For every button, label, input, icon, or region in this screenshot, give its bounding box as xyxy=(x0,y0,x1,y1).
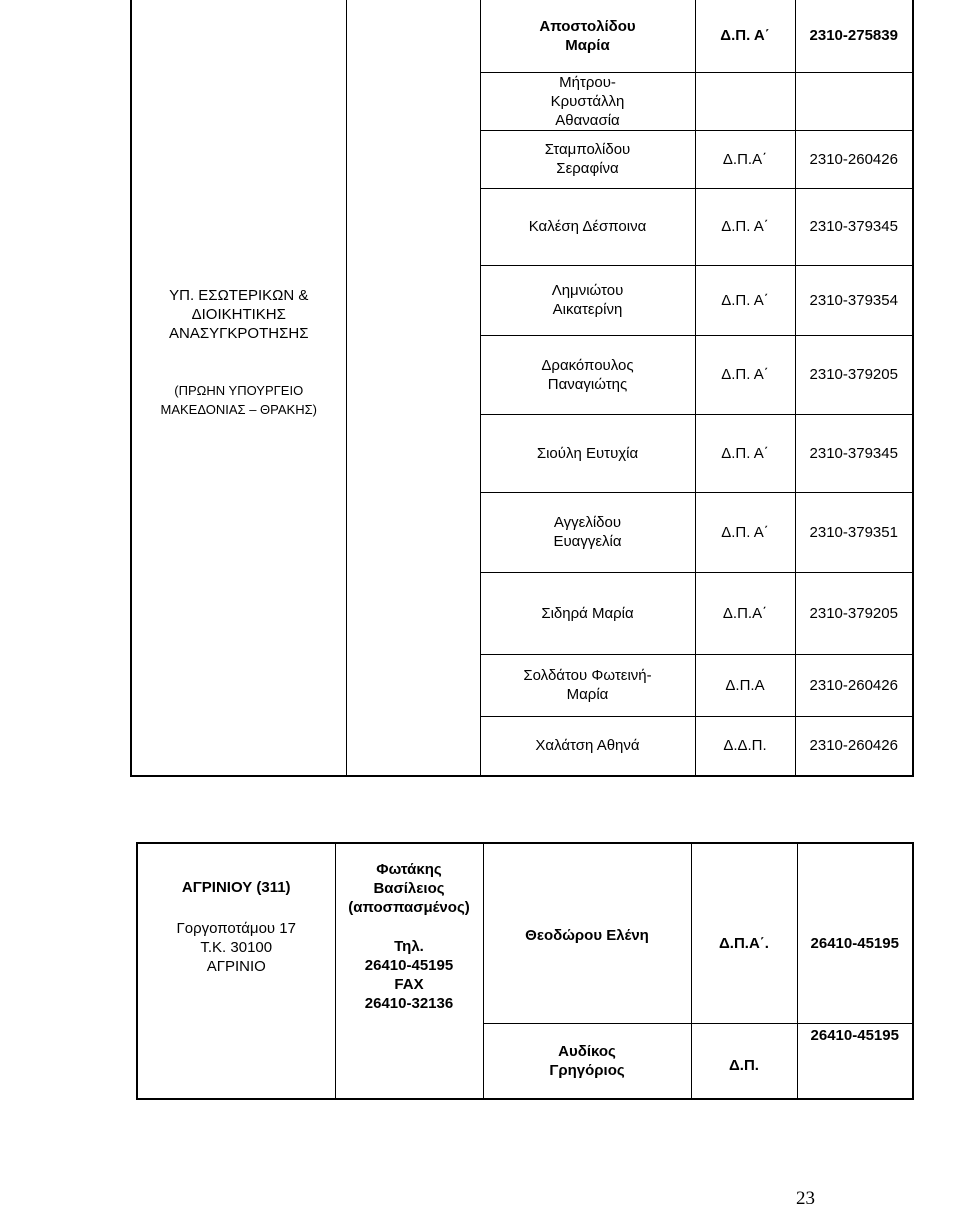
staff-table-thessaloniki xyxy=(130,0,914,777)
staff-name: Αποστολίδου Μαρία xyxy=(480,0,695,72)
staff-name: Χαλάτση Αθηνά xyxy=(480,716,695,776)
staff-category: Δ.Π.Α΄ xyxy=(695,572,795,654)
fax-label: FAX xyxy=(394,976,424,993)
director-name: Φωτάκης Βασίλειος (αποσπασμένος) xyxy=(348,861,470,916)
staff-name: Σταμπολίδου Σεραφίνα xyxy=(480,130,695,188)
department-note: (ΠΡΩΗΝ ΥΠΟΥΡΓΕΙΟ ΜΑΚΕΔΟΝΙΑΣ – ΘΡΑΚΗΣ) xyxy=(160,382,317,417)
staff-category: Δ.Π. Α΄ xyxy=(695,492,795,572)
staff-name: Θεοδώρου Ελένη xyxy=(483,843,691,1023)
staff-phone: 2310-379345 xyxy=(795,414,913,492)
staff-phone: 2310-379345 xyxy=(795,188,913,265)
staff-category: Δ.Π.Α xyxy=(695,654,795,716)
staff-name: Σιούλη Ευτυχία xyxy=(480,414,695,492)
staff-category: Δ.Π. Α΄ xyxy=(695,0,795,72)
tel-label: Τηλ. xyxy=(394,938,424,955)
staff-category: Δ.Π. Α΄ xyxy=(695,414,795,492)
tel-value: 26410-45195 xyxy=(364,957,454,974)
department-name: ΥΠ. ΕΣΩΤΕΡΙΚΩΝ & ΔΙΟΙΚΗΤΙΚΗΣ ΑΝΑΣΥΓΚΡΟΤΗΣΗΣ xyxy=(169,286,309,342)
staff-phone: 2310-379205 xyxy=(795,335,913,414)
staff-name: Μήτρου- Κρυστάλλη Αθανασία xyxy=(480,72,695,130)
empty-cell xyxy=(335,1023,483,1099)
staff-category: Δ.Π. Α΄ xyxy=(695,335,795,414)
director-cell xyxy=(346,0,480,716)
staff-phone: 2310-260426 xyxy=(795,716,913,776)
page-number: 23 xyxy=(796,1188,815,1209)
staff-name: Δρακόπουλος Παναγιώτης xyxy=(480,335,695,414)
staff-category: Δ.Π. xyxy=(691,1023,797,1099)
staff-phone: 2310-260426 xyxy=(795,654,913,716)
staff-name: Αγγελίδου Ευαγγελία xyxy=(480,492,695,572)
staff-table-agrinio xyxy=(136,842,914,1100)
staff-name: Αυδίκος Γρηγόριος xyxy=(483,1023,691,1099)
staff-phone: 26410-45195 xyxy=(797,843,913,1023)
office-name: ΑΓΡΙΝΙΟΥ (311) xyxy=(181,879,291,896)
staff-phone: 26410-45195 xyxy=(797,1023,913,1099)
staff-category: Δ.Δ.Π. xyxy=(695,716,795,776)
director-cell xyxy=(335,843,483,1023)
staff-phone xyxy=(795,72,913,130)
office-cell xyxy=(137,843,335,1023)
empty-cell xyxy=(346,716,480,776)
staff-name: Λημνιώτου Αικατερίνη xyxy=(480,265,695,335)
staff-category: Δ.Π.Α΄. xyxy=(691,843,797,1023)
department-cell xyxy=(131,0,346,716)
staff-phone: 2310-379354 xyxy=(795,265,913,335)
staff-phone: 2310-379205 xyxy=(795,572,913,654)
staff-category: Δ.Π.Α΄ xyxy=(695,130,795,188)
empty-cell xyxy=(137,1023,335,1099)
fax-value: 26410-32136 xyxy=(364,995,454,1012)
staff-category xyxy=(695,72,795,130)
staff-phone: 2310-379351 xyxy=(795,492,913,572)
staff-name: Σολδάτου Φωτεινή-Μαρία xyxy=(480,654,695,716)
office-address: Γοργοποτάμου 17 Τ.Κ. 30100 ΑΓΡΙΝΙΟ xyxy=(176,920,296,975)
staff-phone: 2310-260426 xyxy=(795,130,913,188)
staff-category: Δ.Π. Α΄ xyxy=(695,188,795,265)
staff-phone: 2310-275839 xyxy=(795,0,913,72)
staff-category: Δ.Π. Α΄ xyxy=(695,265,795,335)
staff-name: Σιδηρά Μαρία xyxy=(480,572,695,654)
empty-cell xyxy=(131,716,346,776)
staff-name: Καλέση Δέσποινα xyxy=(480,188,695,265)
